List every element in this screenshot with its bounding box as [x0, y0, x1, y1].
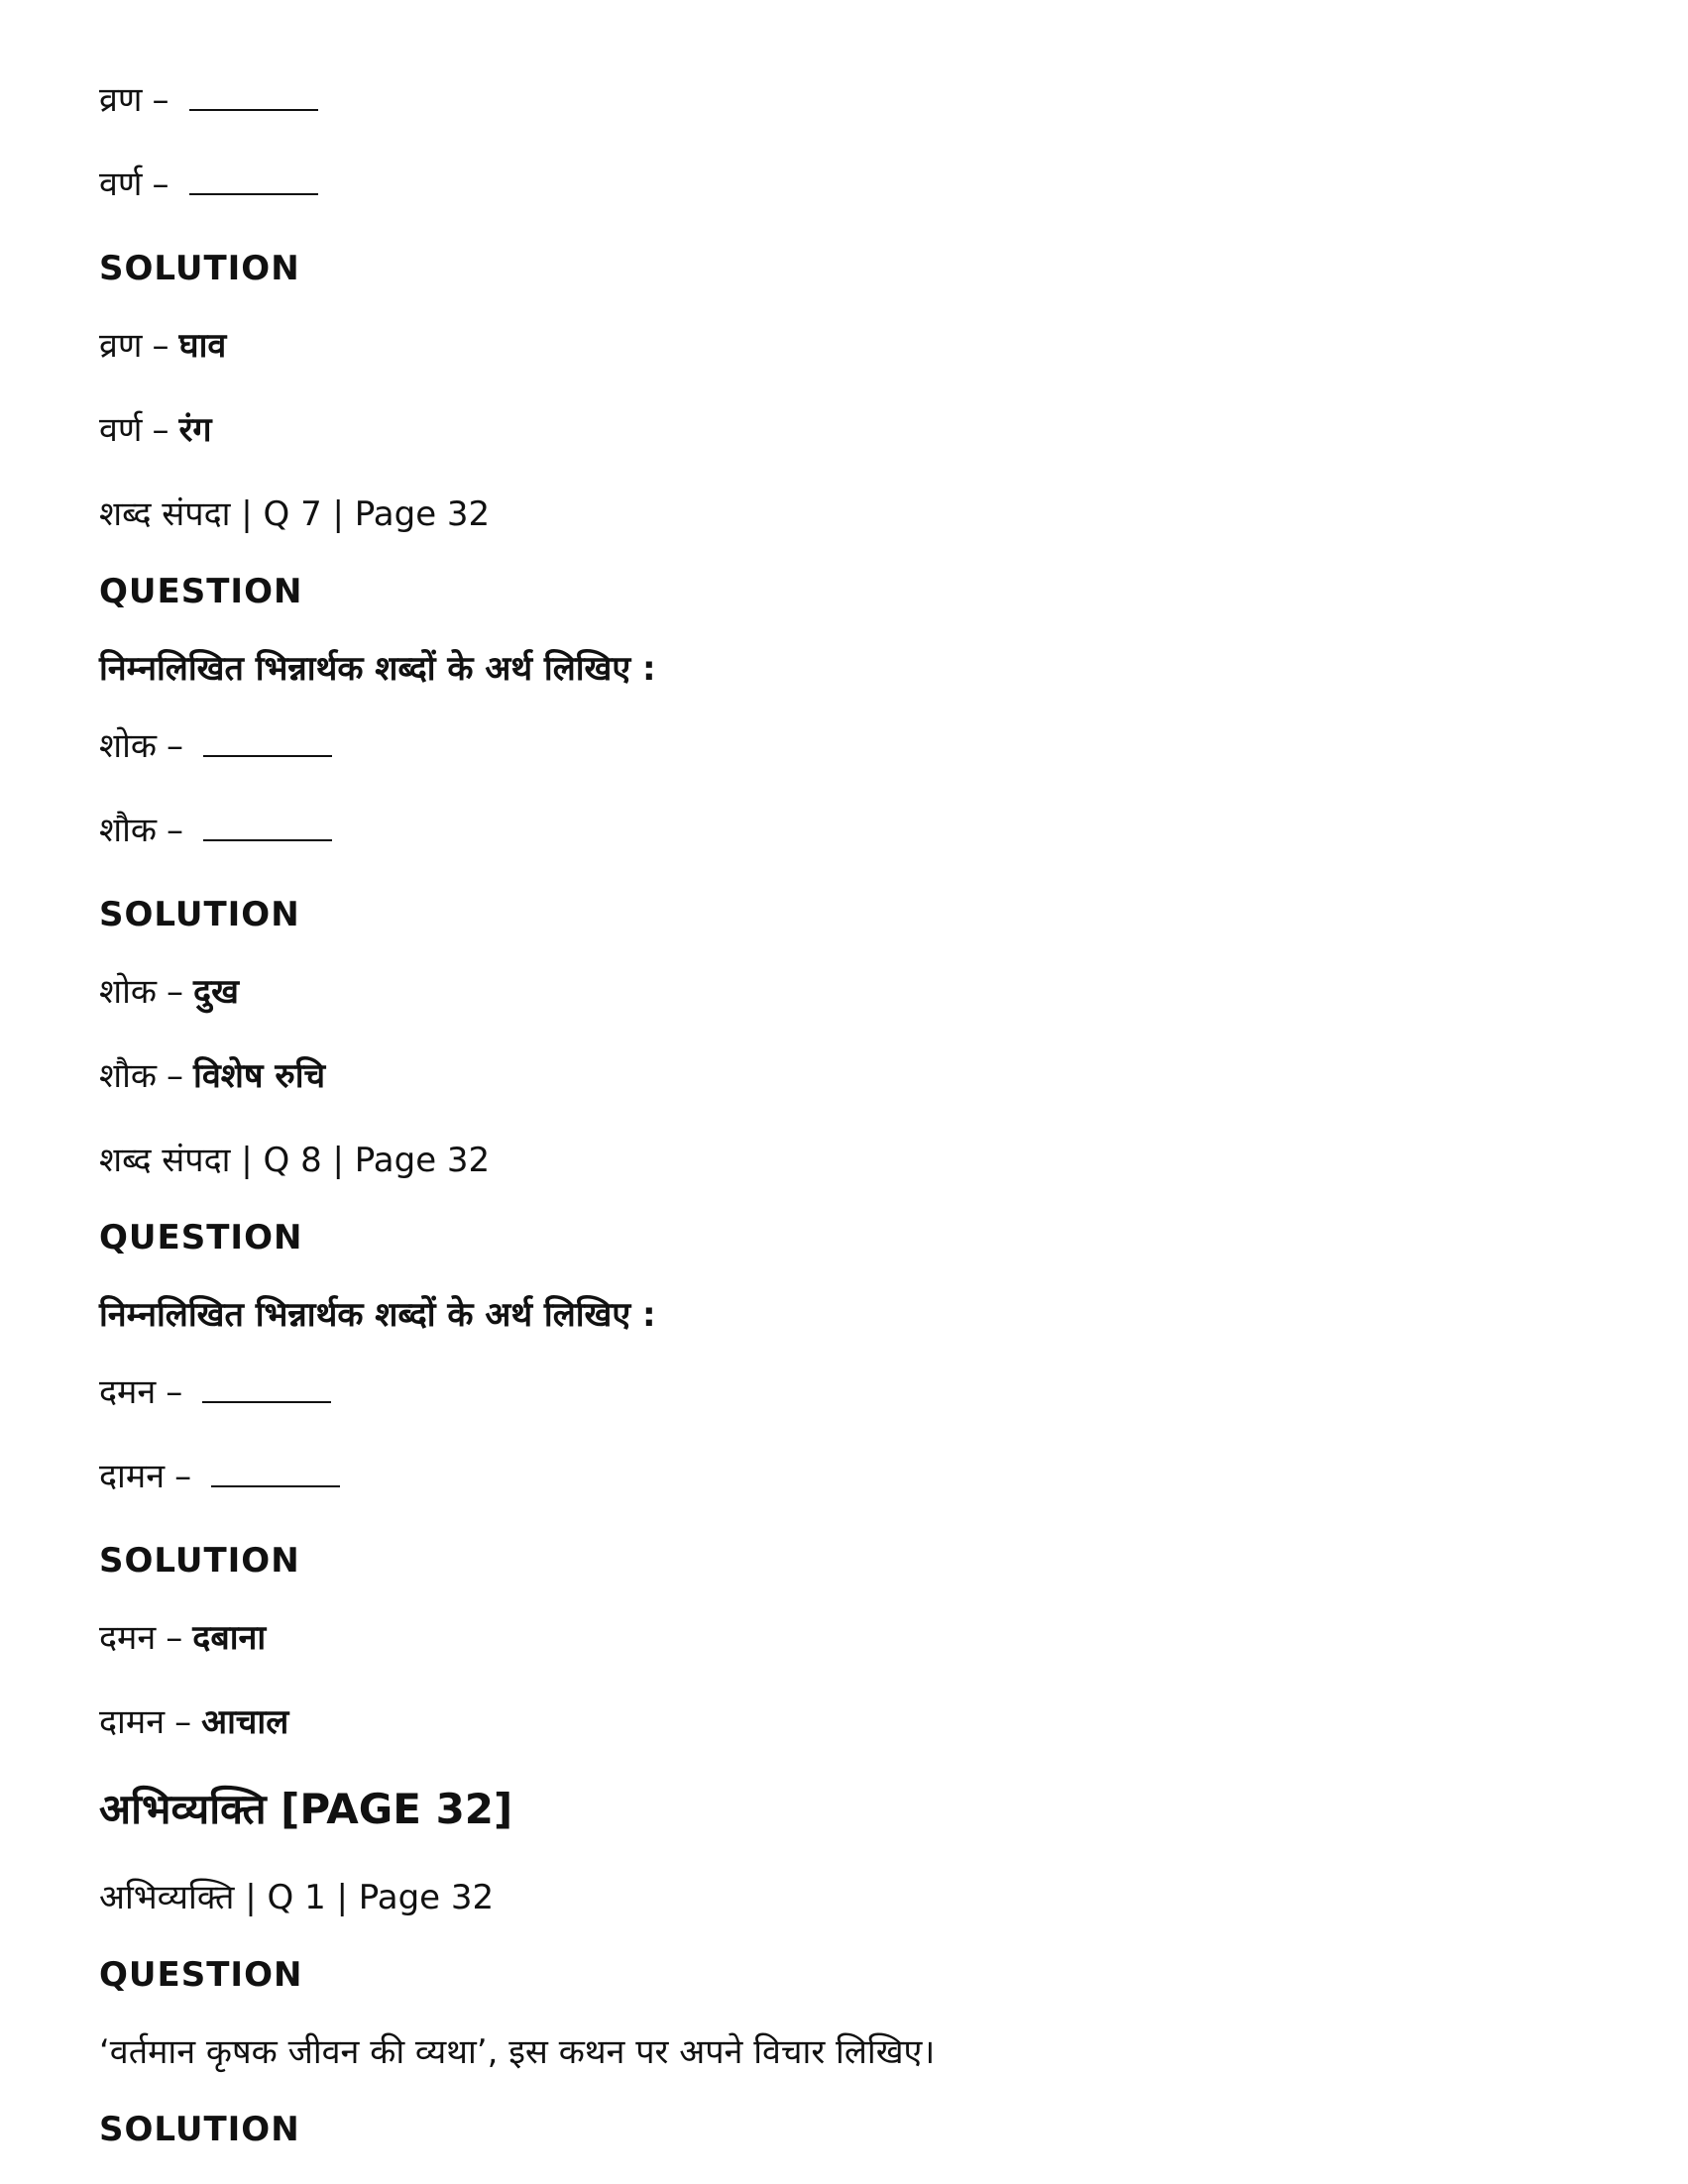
dash: – — [152, 326, 169, 366]
blank-line-shauk — [99, 808, 1586, 892]
word: वर्ण — [99, 164, 143, 204]
answer-blank — [202, 1371, 331, 1403]
answer: घाव — [178, 326, 227, 366]
word: व्रण — [99, 80, 143, 120]
blank-line-varn — [99, 162, 1586, 246]
answer-blank — [203, 810, 332, 841]
word: दमन — [99, 1618, 157, 1658]
dash: – — [167, 811, 184, 850]
section-heading: अभिव्यक्ति [PAGE 32] — [99, 1785, 513, 1833]
word: शोक — [99, 972, 158, 1012]
dash: – — [174, 1457, 192, 1496]
question-label: QUESTION — [99, 1955, 303, 1995]
answer-blank — [189, 79, 318, 111]
word: दामन — [99, 1702, 166, 1742]
question-label: QUESTION — [99, 572, 303, 611]
answer-line-daaman — [99, 1699, 1586, 1784]
answer-line-shauk — [99, 1053, 1586, 1138]
word: व्रण — [99, 326, 143, 366]
answer: दबाना — [192, 1618, 267, 1658]
question-text: निम्नलिखित भिन्नार्थक शब्दों के अर्थ लिखिए : — [99, 649, 656, 689]
answer-line-daman — [99, 1615, 1586, 1699]
word: शोक — [99, 726, 158, 766]
question-text: निम्नलिखित भिन्नार्थक शब्दों के अर्थ लिखिए : — [99, 1295, 656, 1335]
word: शौक — [99, 811, 158, 850]
dash: – — [174, 1702, 192, 1742]
answer-line-vran — [99, 323, 1586, 407]
question-reference: शब्द संपदा | Q 8 | Page 32 — [99, 1141, 491, 1180]
answer: विशेष रुचि — [193, 1056, 326, 1096]
dash: – — [167, 972, 184, 1012]
dash: – — [152, 410, 169, 450]
question-label: QUESTION — [99, 1218, 303, 1257]
dash: – — [166, 1618, 183, 1658]
blank-line-daaman — [99, 1454, 1586, 1538]
answer-blank — [211, 1456, 340, 1487]
blank-line-shok — [99, 723, 1586, 808]
dash: – — [152, 164, 169, 204]
answer: रंग — [178, 410, 212, 450]
dash: – — [167, 726, 184, 766]
answer: दुख — [193, 972, 239, 1012]
solution-label: SOLUTION — [99, 249, 300, 288]
answer-line-shok — [99, 969, 1586, 1053]
word: शौक — [99, 1056, 158, 1096]
question-reference: शब्द संपदा | Q 7 | Page 32 — [99, 494, 491, 534]
blank-line-vran — [99, 77, 1586, 162]
answer-blank — [189, 164, 318, 195]
question-text: ‘वर्तमान कृषक जीवन की व्यथा’, इस कथन पर अपने विचार लिखिए। — [99, 2032, 936, 2072]
dash: – — [166, 1372, 183, 1412]
answer-blank — [203, 725, 332, 757]
dash: – — [152, 80, 169, 120]
blank-line-daman — [99, 1369, 1586, 1454]
word: दामन — [99, 1457, 166, 1496]
word: वर्ण — [99, 410, 143, 450]
question-reference: अभिव्यक्ति | Q 1 | Page 32 — [99, 1878, 495, 1917]
answer: आचाल — [201, 1702, 289, 1742]
document-page — [99, 77, 1586, 2184]
solution-label: SOLUTION — [99, 2110, 300, 2149]
word: दमन — [99, 1372, 157, 1412]
dash: – — [167, 1056, 184, 1096]
answer-line-varn — [99, 407, 1586, 491]
solution-label: SOLUTION — [99, 1541, 300, 1581]
solution-label: SOLUTION — [99, 895, 300, 934]
